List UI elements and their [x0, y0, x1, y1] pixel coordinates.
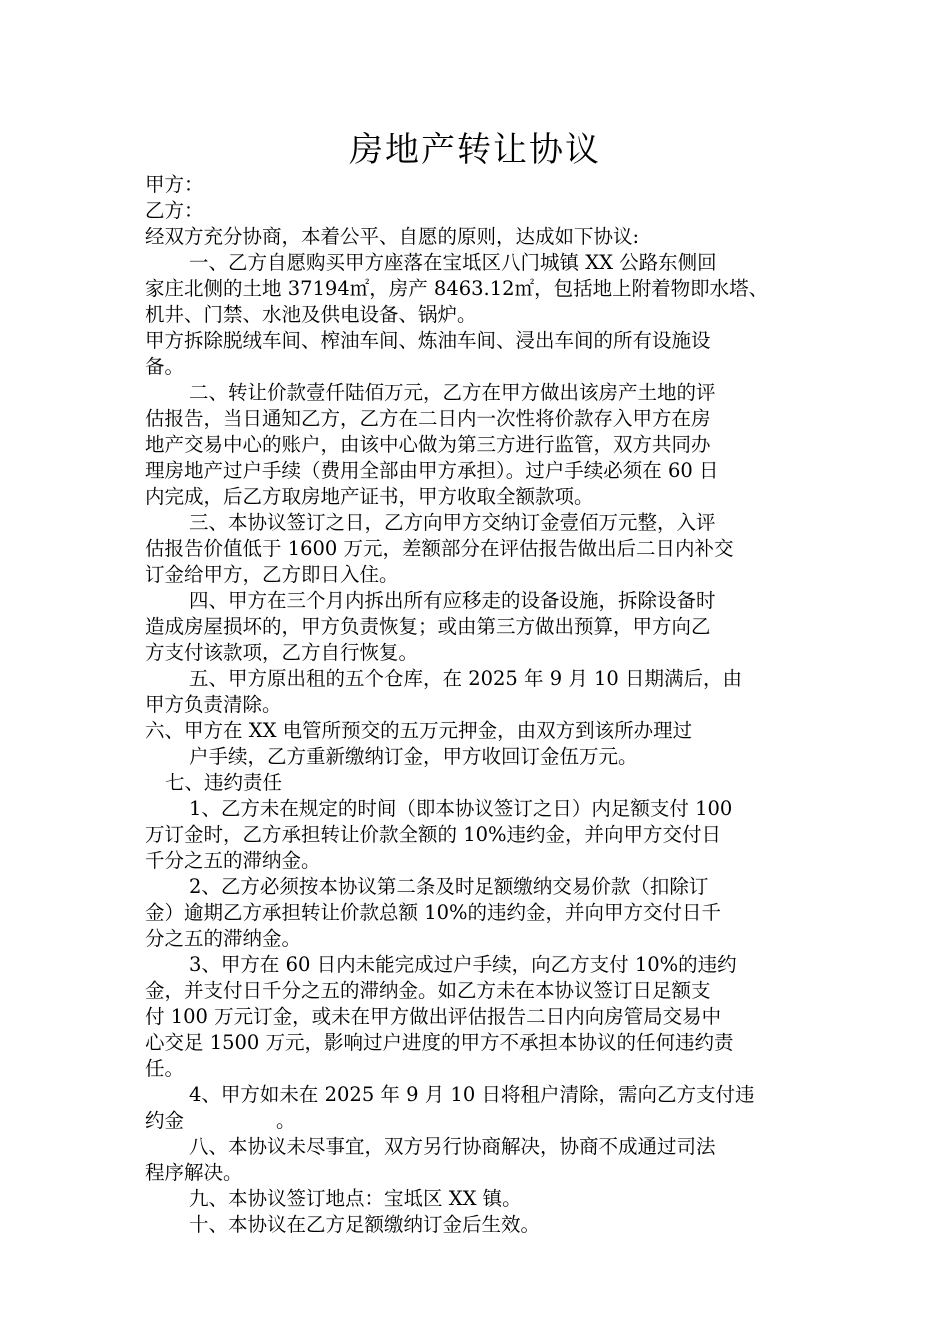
clause4-line: 方支付该款项，乙方自行恢复。 [145, 641, 419, 664]
clause4-line: 造成房屋损坏的，甲方负责恢复；或由第三方做出预算，甲方向乙 [145, 615, 711, 638]
clause7-p3-line: 金，并支付日千分之五的滞纳金。如乙方未在本协议签订日足额支 [145, 979, 711, 1002]
clause9-line: 九、本协议签订地点：宝坻区 XX 镇。 [189, 1187, 522, 1210]
clause2-line: 地产交易中心的账户，由该中心做为第三方进行监管，双方共同办 [145, 433, 711, 456]
clause2-line: 估报告，当日通知乙方，乙方在二日内一次性将价款存入甲方在房 [145, 407, 711, 430]
penalty-end: 。 [276, 1109, 296, 1132]
party-b-line: 乙方： [145, 199, 204, 222]
clause5-line: 五、甲方原出租的五个仓库，在 2025 年 9 月 10 日期满后，由 [189, 667, 743, 690]
clause6-line: 户手续，乙方重新缴纳订金，甲方收回订金伍万元。 [189, 745, 638, 768]
document-body [145, 172, 815, 1238]
clause6-line: 六、甲方在 XX 电管所预交的五万元押金，由双方到该所办理过 [145, 719, 693, 742]
clause8-line: 八、本协议未尽事宜，双方另行协商解决，协商不成通过司法 [189, 1135, 716, 1158]
clause1b-line: 甲方拆除脱绒车间、榨油车间、炼油车间、浸出车间的所有设施设 [145, 329, 711, 352]
clause1b-line: 备。 [145, 355, 185, 378]
clause2-line: 内完成，后乙方取房地产证书，甲方收取全额款项。 [145, 485, 594, 508]
clause7-p4-line [145, 1108, 815, 1134]
clause2-line: 理房地产过户手续（费用全部由甲方承担）。过户手续必须在 60 日 [145, 459, 719, 482]
party-a-line: 甲方： [145, 173, 204, 196]
clause10-line: 十、本协议在乙方足额缴纳订金后生效。 [189, 1213, 541, 1236]
clause1-line: 一、乙方自愿购买甲方座落在宝坻区八门城镇 XX 公路东侧回 [189, 251, 717, 274]
clause7-heading: 七、违约责任 [165, 771, 283, 794]
clause1-line: 家庄北侧的土地 37194㎡，房产 8463.12㎡，包括地上附着物即水塔、 [145, 277, 769, 300]
clause7-p3-line: 任。 [145, 1057, 185, 1080]
clause3-line: 订金给甲方，乙方即日入住。 [145, 563, 399, 586]
clause7-p4-line: 4、甲方如未在 2025 年 9 月 10 日将租户清除，需向乙方支付违 [189, 1083, 755, 1106]
clause7-p2-line: 2、乙方必须按本协议第二条及时足额缴纳交易价款（扣除订 [189, 875, 709, 898]
clause7-p2-line: 分之五的滞纳金。 [145, 927, 302, 950]
clause7-p2-line: 金）逾期乙方承担转让价款总额 10%的违约金，并向甲方交付日千 [145, 901, 722, 924]
clause7-p1-line: 万订金时，乙方承担转让价款全额的 10%违约金，并向甲方交付日 [145, 823, 722, 846]
clause7-p1-line: 千分之五的滞纳金。 [145, 849, 321, 872]
clause5-line: 甲方负责清除。 [145, 693, 282, 716]
clause3-line: 估报告价值低于 1600 万元，差额部分在评估报告做出后二日内补交 [145, 537, 734, 560]
clause3-line: 三、本协议签订之日，乙方向甲方交纳订金壹佰万元整，入评 [189, 511, 716, 534]
intro-line: 经双方充分协商，本着公平、自愿的原则，达成如下协议: [145, 225, 640, 248]
clause7-p3-line: 付 100 万元订金，或未在甲方做出评估报告二日内向房管局交易中 [145, 1005, 722, 1028]
document-title: 房地产转让协议 [349, 130, 601, 170]
clause7-p1-line: 1、乙方未在规定的时间（即本协议签订之日）内足额支付 100 [189, 797, 733, 820]
penalty-label: 约金 [145, 1109, 185, 1132]
clause7-p3-line: 心交足 1500 万元，影响过户进度的甲方不承担本协议的任何违约责 [145, 1031, 734, 1054]
clause7-p3-line: 3、甲方在 60 日内未能完成过户手续，向乙方支付 10%的违约 [189, 953, 737, 976]
clause8-line: 程序解决。 [145, 1161, 243, 1184]
clause4-line: 四、甲方在三个月内拆出所有应移走的设备设施，拆除设备时 [189, 589, 716, 612]
clause2-line: 二、转让价款壹仟陆佰万元，乙方在甲方做出该房产土地的评 [189, 381, 716, 404]
clause1-line: 机井、门禁、水池及供电设备、锅炉。 [145, 303, 477, 326]
